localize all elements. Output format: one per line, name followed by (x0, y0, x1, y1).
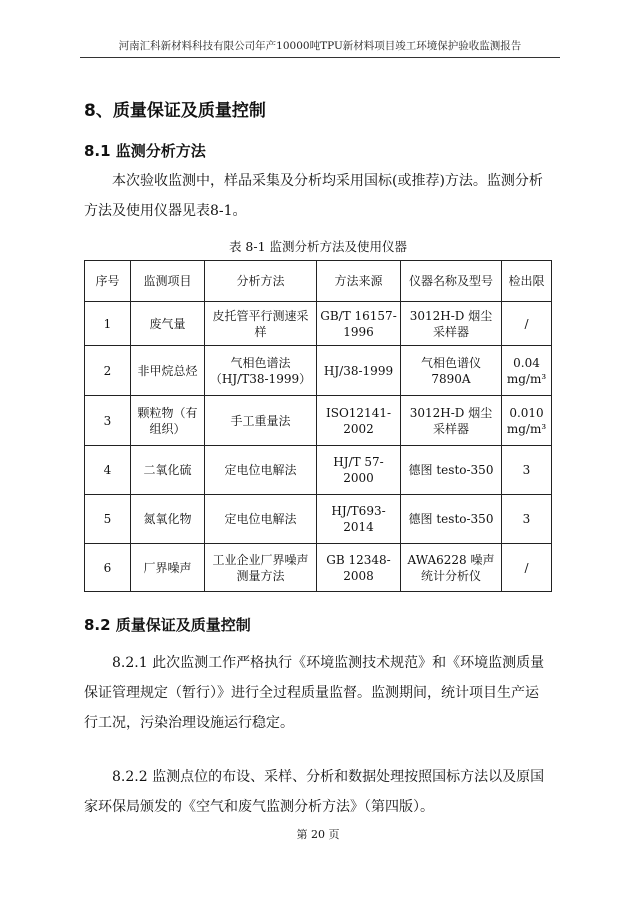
cell-source: ISO12141-2002 (317, 396, 401, 446)
cell-item: 颗粒物（有组织） (131, 396, 205, 446)
cell-no: 2 (85, 346, 131, 396)
section-8-title: 8、质量保证及质量控制 (84, 101, 266, 121)
cell-instrument: 3012H-D 烟尘采样器 (401, 396, 502, 446)
page-header: 河南汇科新材料科技有限公司年产10000吨TPU新材料项目竣工环境保护验收监测报告 (80, 38, 560, 58)
section-8-1-paragraph: 本次验收监测中，样品采集及分析均采用国标(或推荐)方法。监测分析方法及使用仪器见表8-1。 (84, 173, 543, 219)
cell-item: 厂界噪声 (131, 544, 205, 592)
cell-source: GB 12348-2008 (317, 544, 401, 592)
cell-instrument: AWA6228 噪声统计分析仪 (401, 544, 502, 592)
table-row (85, 396, 552, 446)
table-row (85, 302, 552, 346)
cell-item: 非甲烷总烃 (131, 346, 205, 396)
col-header-source: 方法来源 (317, 261, 401, 302)
cell-item: 二氧化硫 (131, 446, 205, 495)
col-header-no: 序号 (85, 261, 131, 302)
cell-source: HJ/T693-2014 (317, 495, 401, 544)
table-header-row (85, 261, 552, 302)
cell-limit: 3 (502, 446, 552, 495)
cell-limit: 3 (502, 495, 552, 544)
cell-no: 4 (85, 446, 131, 495)
col-header-item: 监测项目 (131, 261, 205, 302)
page-number: 第 20 页 (296, 828, 340, 841)
cell-no: 5 (85, 495, 131, 544)
table-row (85, 495, 552, 544)
cell-method: 工业企业厂界噪声测量方法 (205, 544, 317, 592)
cell-no: 1 (85, 302, 131, 346)
cell-item: 废气量 (131, 302, 205, 346)
section-8-2-2-paragraph: 8.2.2 监测点位的布设、采样、分析和数据处理按照国标方法以及原国家环保局颁发的《空气和废气监测分析方法》（第四版）。 (84, 769, 545, 815)
table-caption: 表 8-1 监测分析方法及使用仪器 (228, 239, 408, 254)
cell-no: 3 (85, 396, 131, 446)
cell-limit: / (502, 544, 552, 592)
cell-method: 气相色谱法（HJ/T38-1999） (205, 346, 317, 396)
cell-no: 6 (85, 544, 131, 592)
cell-limit: / (502, 302, 552, 346)
cell-method: 定电位电解法 (205, 446, 317, 495)
cell-instrument: 3012H-D 烟尘采样器 (401, 302, 502, 346)
col-header-instrument: 仪器名称及型号 (401, 261, 502, 302)
cell-instrument: 气相色谱仪 7890A (401, 346, 502, 396)
cell-source: GB/T 16157-1996 (317, 302, 401, 346)
section-8-1-title: 8.1 监测分析方法 (84, 142, 206, 160)
section-8-2-title: 8.2 质量保证及质量控制 (84, 616, 251, 634)
cell-method: 手工重量法 (205, 396, 317, 446)
col-header-method: 分析方法 (205, 261, 317, 302)
col-header-limit: 检出限 (502, 261, 552, 302)
cell-limit: 0.010 mg/m³ (502, 396, 552, 446)
cell-instrument: 德图 testo-350 (401, 495, 502, 544)
cell-instrument: 德图 testo-350 (401, 446, 502, 495)
methods-table (84, 260, 552, 592)
table-row (85, 544, 552, 592)
cell-limit: 0.04 mg/m³ (502, 346, 552, 396)
cell-method: 定电位电解法 (205, 495, 317, 544)
cell-source: HJ/38-1999 (317, 346, 401, 396)
table-row (85, 446, 552, 495)
cell-source: HJ/T 57-2000 (317, 446, 401, 495)
cell-method: 皮托管平行测速采样 (205, 302, 317, 346)
table-row (85, 346, 552, 396)
cell-item: 氮氧化物 (131, 495, 205, 544)
section-8-2-1-paragraph: 8.2.1 此次监测工作严格执行《环境监测技术规范》和《环境监测质量保证管理规定（暂行）》进行全过程质量监督。监测期间，统计项目生产运行工况，污染治理设施运行稳定。 (84, 655, 545, 731)
